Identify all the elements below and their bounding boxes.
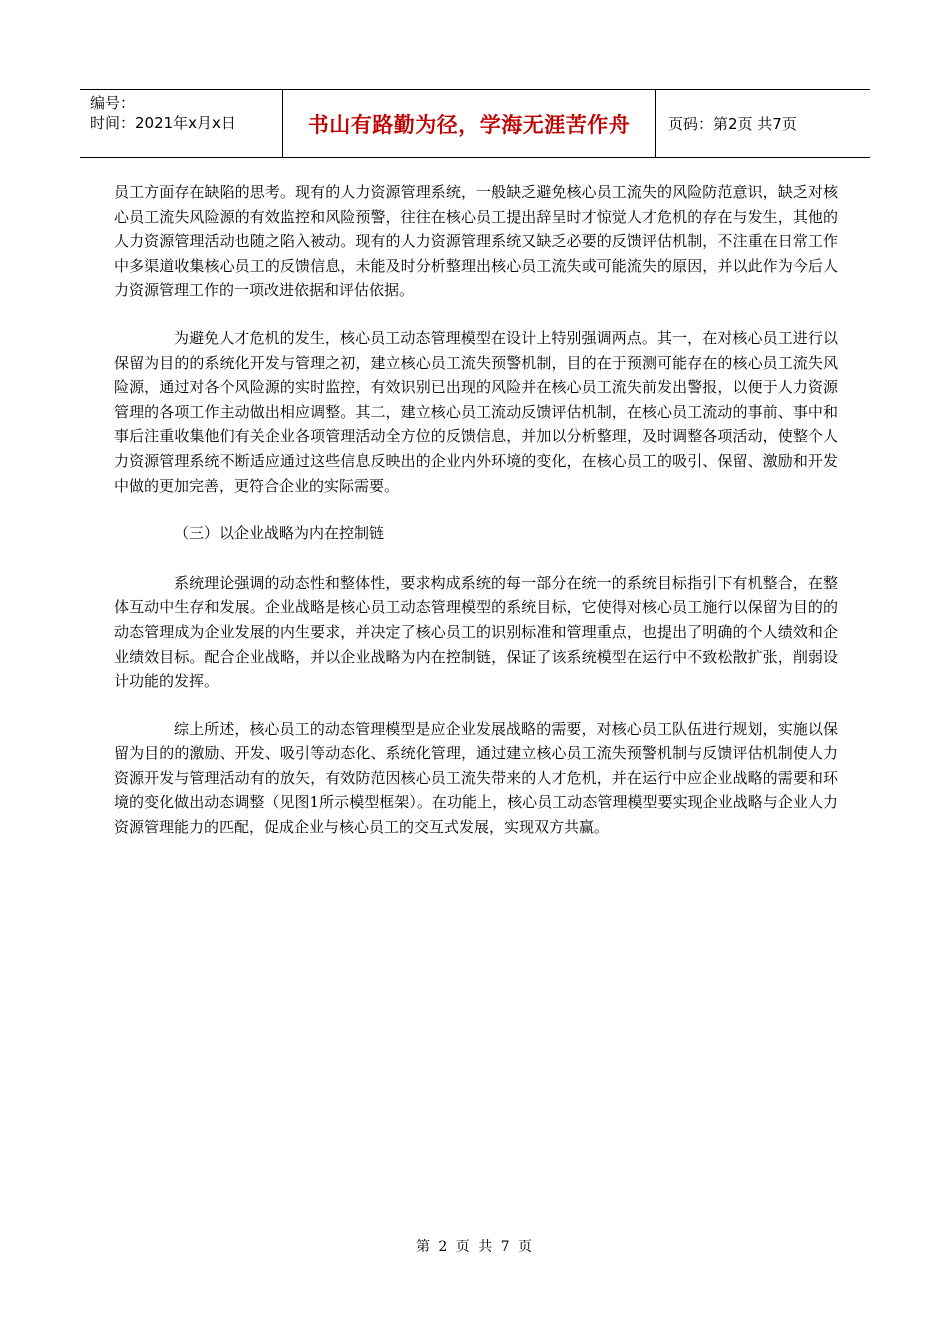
body-paragraph: 为避免人才危机的发生，核心员工动态管理模型在设计上特别强调两点。其一，在对核心员工进行以保留为目的的系统化开发与管理之初，建立核心员工流失预警机制，目的在于预测可能存在的核心员工流失风险源，通过对各个风险源的实时监控，有效识别已出现的风险并在核心员工流失前发出警报，以便于人力资源管理的各项工作主动做出相应调整。其二，建立核心员工流动反馈评估机制，在核心员工流动的事前、事中和事后注重收集他们有关企业各项管理活动全方位的反馈信息，并加以分析整理，及时调整各项活动，使整个人力资源管理系统不断适应通过这些信息反映出的企业内外环境的变化，在核心员工的吸引、保留、激励和开发中做的更加完善，更符合企业的实际需要。 (114, 328, 838, 495)
page-footer: 第 2 页 共 7 页 (415, 1239, 535, 1255)
body-paragraph: 员工方面存在缺陷的思考。现有的人力资源管理系统，一般缺乏避免核心员工流失的风险防范意识，缺乏对核心员工流失风险源的有效监控和风险预警，往往在核心员工提出辞呈时才惊觉人才危机的存在与发生，其他的人力资源管理活动也随之陷入被动。现有的人力资源管理系统又缺乏必要的反馈评估机制，不注重在日常工作中多渠道收集核心员工的反馈信息，未能及时分析整理出核心员工流失或可能流失的原因，并以此作为今后人力资源管理工作的一项改进依据和评估依据。 (114, 183, 838, 300)
body-paragraph: 系统理论强调的动态性和整体性，要求构成系统的每一部分在统一的系统目标指引下有机整合，在整体互动中生存和发展。企业战略是核心员工动态管理模型的系统目标，它使得对核心员工施行以保留为目的的动态管理成为企业发展的内生要求，并决定了核心员工的识别标准和管理重点，也提出了明确的个人绩效和企业绩效目标。配合企业战略，并以企业战略为内在控制链，保证了该系统模型在运行中不致松散扩张，削弱设计功能的发挥。 (114, 573, 838, 691)
document-body (114, 180, 838, 863)
page-header (80, 89, 870, 158)
document-number-label: 编号： (90, 94, 136, 112)
section-heading: （三）以企业战略为内在控制链 (174, 524, 385, 543)
header-meta (80, 90, 282, 157)
header-motto: 书山有路勤为径，学海无涯苦作舟 (282, 90, 656, 157)
document-time-label: 时间：2021年x月x日 (90, 114, 236, 132)
header-page-number: 页码：第2页 共7页 (668, 115, 797, 133)
body-paragraph: 综上所述，核心员工的动态管理模型是应企业发展战略的需要，对核心员工队伍进行规划，实施以保留为目的的激励、开发、吸引等动态化、系统化管理，通过建立核心员工流失预警机制与反馈评估机制使人力资源开发与管理活动有的放矢，有效防范因核心员工流失带来的人才危机，并在运行中应企业战略的需要和环境的变化做出动态调整（见图1所示模型框架）。在功能上，核心员工动态管理模型要实现企业战略与企业人力资源管理能力的匹配，促成企业与核心员工的交互式发展，实现双方共赢。 (114, 719, 838, 837)
